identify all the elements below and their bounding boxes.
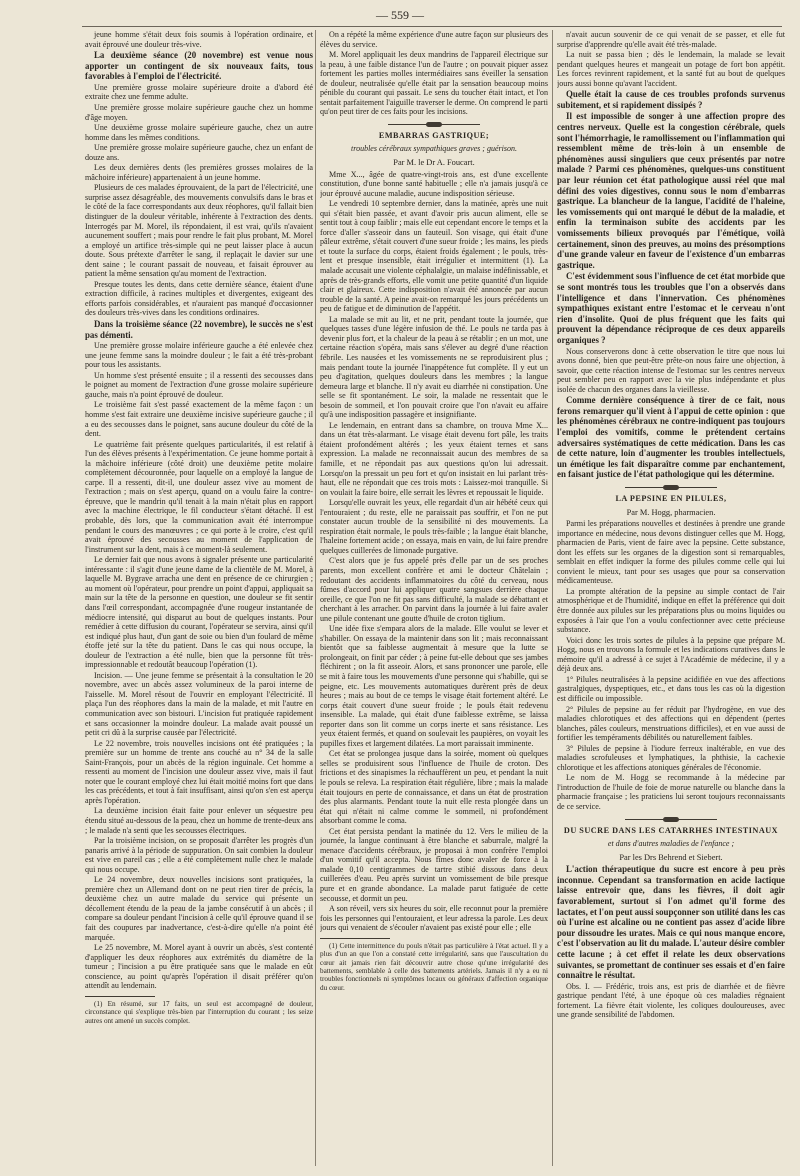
footnote: (1) En résumé, sur 17 faits, un seul est accompagné de douleur, circonstance qui s'explique très-bien par l'interruption du courant ; les seize autres ont amené un succès complet.: [85, 999, 313, 1025]
header-rule: [82, 26, 782, 27]
paragraph: Une première grosse molaire inférieure gauche a été enlevée chez une jeune femme sans la moindre douleur ; le fait a été très-probant pour tous les assistants.: [85, 341, 313, 370]
paragraph: 2° Pilules de pepsine au fer réduit par l'hydrogène, en vue des maladies chlorotiques et des affections qui en dépendent (pertes blanches, pâles couleurs, menstruations difficiles), et en vue aussi de fortifier les tempéraments débilités ou naturellement faibles.: [557, 704, 785, 743]
paragraph: Voici donc les trois sortes de pilules à la pepsine que prépare M. Hogg, nous en trouvons la formule et les indications curatives dans le mémoire qu'il a adressé à ce sujet à l'Académie de médecine, il y a déjà deux ans.: [557, 635, 785, 674]
article-author: Par M. le Dr A. Foucart.: [393, 158, 475, 168]
paragraph: Il est impossible de songer à une affection propre des centres nerveux. Quelle est la congestion cérébrale, quels sont l'hémorrhagie, le ramollissement ou l'inflammation qui ressemblent même de très-loin à un ensemble de phénomènes aussi singuliers que ceux présentés par notre malade ? Parmi ces phénomènes, quelques-uns constituent par leur réunion cet état pathologique aussi réel que mal défini des voies digestives, connu sous le nom d'embarras gastrique. La blancheur de la langue, l'acidité de l'haleine, les vomissements qui ont marqué le début de la maladie, et enfin la terminaison subite des accidents par les vomissements bilieux provoqués par l'émétique, voilà certainement, sinon des preuves, au moins des présomptions d'une grande valeur en faveur de l'existence d'un embarras gastrique.: [557, 111, 785, 270]
ornament-separator: [625, 485, 717, 490]
article-title: DU SUCRE DANS LES CATARRHES INTESTINAUX: [563, 825, 779, 835]
article-subtitle: et dans d'autres maladies de l'enfance ;: [607, 839, 735, 849]
paragraph: Une première grosse molaire supérieure gauche, chez un enfant de douze ans.: [85, 143, 313, 162]
paragraph: Plusieurs de ces malades éprouvaient, de la part de l'électricité, une surprise assez désagréable, des mouvements convulsifs dans le bras et le côté de la face correspondants aux deux réophores, qu'il fallait bien distinguer de la douleur véritable, inhérente à l'extraction des dents. Interrogés par M. Morel, ils répondaient, il est vrai, qu'ils n'avaient aucunement souffert ; mais pour rendre le fait plus probant, M. Morel a employé un artifice très-simple qui ne peut laisser place à aucun doute. Sous prétexte d'arrêter le sang, il replaçait le davier sur une dent saine ; le courant passait de nouveau, et faisait éprouver au patient la même sensation qu'au moment de l'extraction.: [85, 183, 313, 279]
paragraph: Le 24 novembre, deux nouvelles incisions sont pratiquées, la première chez un Allemand dont on ne peut rien tirer de précis, la deuxième chez un autre malade du service qui présente un décollement étendu de la peau de la jambe consécutif à un abcès ; il compare sa douleur pendant l'incision à celle qu'il éprouve quand il se fait des coupures par inadvertance, c'est-à-dire qu'elle n'a point été marquée.: [85, 875, 313, 942]
paragraph: Dans la troisième séance (22 novembre), le succès ne s'est pas démenti.: [85, 319, 313, 340]
paragraph: Le vendredi 10 septembre dernier, dans la matinée, après une nuit qui s'était bien passée, et avant d'avoir pris aucun aliment, elle se sentit tout à coup faiblir ; mais elle eut cependant encore le temps et la force d'aller s'asseoir dans un fauteuil. Son visage, qui était d'une pâleur extrême, s'était couvert d'une sueur froide ; les mains, les pieds et toute la surface du corps, étaient froids également ; le pouls, très-lent et presque insensible, était irrégulier et intermittent (1). La malade accusait une violente céphalalgie, un malaise indéfinissable, et après de très-grands efforts, elle vomit une petite quantité d'un liquide clair et glaireux. Cette indisposition n'avait été annoncée par aucun trouble de la santé. A peine avait-on remarqué les jours précédents un peu de fatigue et de diminution de l'appétit.: [320, 199, 548, 314]
paragraph: Comme dernière conséquence à tirer de ce fait, nous ferons remarquer qu'il vient à l'appui de cette opinion : que les phénomènes cérébraux ne contre-indiquent pas toujours l'emploi des vomitifs, comme le prétendent certains adversaires systématiques de cette médication. Dans les cas de cette nature, loin d'augmenter les troubles intellectuels, un émétique les fait disparaître comme par enchantement, en faisant justice de l'état pathologique qui les détermine.: [557, 395, 785, 480]
paragraph: Presque toutes les dents, dans cette dernière séance, étaient d'une extraction difficile, à racines multiples et divergentes, exigeant des efforts parfois considérables, et n'auraient pas manqué d'occasionner des douleurs très-vives dans les conditions ordinaires.: [85, 279, 313, 318]
paragraph: Le 22 novembre, trois nouvelles incisions ont été pratiquées ; la première sur un homme de trente ans couché au n° 34 de la salle Saint-François, pour un abcès de la région inguinale. Cet homme a ressenti au moment de l'incision une douleur assez vive, mais il faut noter que le courant employé chez lui était moitié moins fort que dans les cas précédents, et tout à fait insuffisant, ainsi qu'on s'en est aperçu après l'opération.: [85, 738, 313, 805]
paragraph: Parmi les préparations nouvelles et destinées à prendre une grande importance en médecine, nous devons distinguer celles que M. Hogg, pharmacien de Paris, vient de faire avec la pepsine. Cette substance, dont les effets sur les organes de la digestion sont si remarquables, semblait en effet indiquer la forme des pilules comme celle qui lui convient le mieux, tant pour ses usages que pour sa conservation médicamenteuse.: [557, 519, 785, 586]
column-2: [320, 30, 548, 1166]
paragraph: Le troisième fait s'est passé exactement de la même façon : un homme s'est fait extraire une deuxième incisive supérieure gauche ; il a eu des secousses dans le poignet, sans aucune douleur du côté de la dent.: [85, 400, 313, 439]
paragraph: 3° Pilules de pepsine à l'iodure ferreux inaltérable, en vue des maladies scrofuleuses et lymphatiques, la phthisie, la cachexie chlorotique et les affections atoniques générales de l'économie.: [557, 743, 785, 772]
paragraph: La malade se mit au lit, et ne prit, pendant toute la journée, que quelques tasses d'une légère infusion de thé. Le pouls ne tarda pas à devenir plus fort, et la chaleur de la peau à se rétablir ; en un mot, une certaine réaction s'opéra, mais sans s'élever au degré d'une réaction fébrile. Les nausées et les vomissements ne se reproduisirent plus ; mais pendant toute la journée l'inappétence fut complète. Il y eut un peu d'agitation, quelques douleurs dans les membres ; la langue demeura large et blanche. Il n'y avait eu diarrhée ni constipation. Une selle se fit spontanément. Le soir, la malade ne ressentait que le besoin de sommeil, et l'on pouvait croire que l'on n'avait eu affaire qu'à une indisposition passagère et insignifiante.: [320, 314, 548, 420]
article-author: Par M. Hogg, pharmacien.: [626, 507, 716, 517]
article-title: EMBARRAS GASTRIQUE;: [378, 130, 490, 140]
paragraph: Un homme s'est présenté ensuite ; il a ressenti des secousses dans le poignet au moment de l'extraction d'une grosse molaire supérieure gauche, mais n'a point éprouvé de douleur.: [85, 370, 313, 399]
paragraph: Les deux dernières dents (les premières grosses molaires de la mâchoire inférieure) appartenaient à un jeune homme.: [85, 163, 313, 182]
paragraph: La nuit se passa bien ; dès le lendemain, la malade se levait pendant quelques heures et mangeait un potage de fort bon appétit. Les forces revinrent rapidement, et la santé fut au bout de quelques jours aussi bonne qu'avant l'accident.: [557, 50, 785, 88]
footnote-rule: [320, 938, 390, 939]
paragraph: Le nom de M. Hogg se recommande à la médecine par l'introduction de l'huile de foie de morue naturelle ou blanche dans la pharmacie française ; les praticiens lui seront toujours reconnaissants de ce service.: [557, 773, 785, 811]
column-3: [557, 30, 785, 1166]
paragraph: La prompte altération de la pepsine au simple contact de l'air atmosphérique et de l'humidité, indique en effet la préférence qui doit être donnée aux pilules sur les préparations plus ou moins liquides ou exposées à l'air que l'on a voulu confectionner avec cette précieuse substance.: [557, 586, 785, 635]
paragraph: M. Morel appliquait les deux mandrins de l'appareil électrique sur la peau, à une faible distance l'un de l'autre ; on pouvait piquer assez fortement les parties molles intermédiaires sans éveiller la sensation de douleur, neutralisée qu'elle était par la sensation beaucoup moins pénible du courant qui passait. Le sens du toucher était intact, et l'on sentait parfaitement l'aiguille traverser le derme. On comprend le parti qu'on peut tirer de ces faits pour les incisions.: [320, 50, 548, 117]
article-author: Par les Drs Behrend et Siebert.: [619, 852, 723, 862]
paragraph: Quelle était la cause de ces troubles profonds survenus subitement, et si rapidement dissipés ?: [557, 89, 785, 110]
paragraph: Une idée fixe s'empara alors de la malade. Elle voulut se lever et s'habiller. On essaya de la maintenir dans son lit ; mais reconnaissant bientôt que sa faiblesse augmentait à mesure que la lutte se prolongeait, on finit par céder ; à peine fut-elle debout que ses jambes fléchirent ; on la fit asseoir. Alors, et sans prononcer une parole, elle se mit à faire tous les mouvements d'une personne qui s'habille, qui se peigne, etc. Les mouvements automatiques durèrent près de deux heures ; mais au bout de ce temps le visage était fortement altéré. Le corps était couvert d'une sueur froide ; le pouls était redevenu insensible. La malade, qui était d'une faiblesse extrême, se laissa reporter dans son lit comme un corps inerte et sans résistance. Les yeux étaient fermés, et quand on soulevait les paupières, on voyait les pupilles fixes et largement dilatées. La mort paraissait imminente.: [320, 624, 548, 748]
paragraph: Mme X..., âgée de quatre-vingt-trois ans, est d'une excellente constitution, d'une bonne santé habituelle ; elle n'a jamais jusqu'à ce jour éprouvé aucune maladie, aucune indisposition sérieuse.: [320, 169, 548, 198]
paragraph: C'est alors que je fus appelé près d'elle par un de ses proches parents, mon excellent confrère et ami le docteur Châtelain ; redoutant des accidents inflammatoires du côté du cerveau, nous fûmes d'accord pour lui appliquer quatre sangsues derrière chaque oreille, ce que l'on ne fit pas sans difficulté, la malade se débattant et cherchant à les arracher. On parvint dans la journée à lui faire avaler une pilule contenant une goutte d'huile de croton tiglium.: [320, 556, 548, 623]
article-title: LA PEPSINE EN PILULES,: [615, 494, 727, 504]
column-divider: [552, 30, 553, 1166]
paragraph: On a répété la même expérience d'une autre façon sur plusieurs des élèves du service.: [320, 30, 548, 49]
paragraph: Incision. — Une jeune femme se présentait à la consultation le 20 novembre, avec un abcès assez volumineux de la paroi interne de l'aisselle. M. Morel résout de l'ouvrir en employant l'électricité. Il plaça l'un des réophores dans la main de la malade, et mit l'autre en communication avec son bistouri. L'incision fut pratiquée rapidement et sans occasionner la moindre douleur. La malade avait poussé un petit cri dû à la surprise causée par l'électricité.: [85, 670, 313, 738]
column-divider: [315, 30, 316, 1166]
footnote-rule: [85, 996, 155, 997]
page-number: — 559 —: [376, 8, 424, 22]
paragraph: Cet état persista pendant la matinée du 12. Vers le milieu de la journée, la langue continuant à être blanche et saburrale, malgré la menace d'accidents cérébraux, je proposai à mon confrère l'emploi d'un vomitif qu'il accepta. Nous fîmes donc avaler de force à la malade 0,10 centigrammes de tartre stibié dissous dans deux cuillerées d'eau. Peu après survint un vomissement de bile presque pure et en grande abondance. La malade parut fatiguée de cette secousse, et dormit un peu.: [320, 826, 548, 903]
paragraph: La deuxième séance (20 novembre) est venue nous apporter un contingent de six nouveaux faits, tous favorables à l'emploi de l'électricité.: [85, 50, 313, 82]
paragraph: Le lendemain, en entrant dans sa chambre, on trouva Mme X... dans un état très-alarmant. Le visage était devenu fort pâle, les traits étaient profondément altérés ; les yeux étaient ternes et sans expression. La malade ne reconnaissait aucun des membres de sa famille, et ne répondait pas aux questions qu'on lui adressait. Lorsqu'on la pressait un peu fort et qu'on insistait en lui parlant très-haut, elle ne répondait que ces trois mots : Laissez-moi tranquille. Si on voulait la faire boire, elle serrait les lèvres et repoussait le liquide.: [320, 420, 548, 497]
paragraph: Nous conserverons donc à cette observation le titre que nous lui avons donné, bien que peut-être prête-on nous faire une objection, à savoir, que cette réaction intense de l'estomac sur les centres nerveux peut sembler peu en rapport avec la vie plus indépendante et plus isolée de chacun des organes dans la vieillesse.: [557, 346, 785, 394]
column-1: [85, 30, 313, 1166]
paragraph: Le quatrième fait présente quelques particularités, il est relatif à l'un des élèves présents à l'expérimentation. Ce jeune homme portait à la mâchoire inférieure (côté droit) une deuxième petite molaire complètement découronnée, pour laquelle on a employé la langue de carpe. Il a ressenti, dit-il, une douleur assez vive au moment de l'extraction ; mais on s'est aperçu, quand on a voulu faire la contre-épreuve, que le mandrin qu'il tenait à la main n'était plus en rapport avec la machine électrique, le fil conducteur s'étant détaché. Il est probable, dès lors, que la communication avait été interrompue pendant le cours des manœuvres ; ce qui porte à le croire, c'est qu'il avait éprouvé des secousses au moment de l'application de l'instrument sur la dent, mais à ce moment-là seulement.: [85, 439, 313, 554]
paragraph: A son réveil, vers six heures du soir, elle reconnut pour la première fois les personnes qui l'entouraient, et leur adressa la parole. Les deux jours qui venaient de s'écouler n'avaient pas existé pour elle ; elle: [320, 904, 548, 933]
paragraph: n'avait aucun souvenir de ce qui venait de se passer, et elle fut surprise d'apprendre qu'elle avait été très-malade.: [557, 30, 785, 49]
ornament-separator: [388, 122, 480, 127]
paragraph: C'est évidemment sous l'influence de cet état morbide que se sont montrés tous les troubles que l'on a observés dans l'intelligence et dans l'innervation. Ces phénomènes sympathiques existant entre l'estomac et le cerveau n'ont rien d'insolite. Quoi de plus fréquent que les faits qui prouvent la dépendance réciproque de ces deux appareils organiques ?: [557, 271, 785, 345]
paragraph: Obs. I. — Frédéric, trois ans, est pris de diarrhée et de fièvre gastrique pendant l'été, à une époque où ces maladies régnaient fortement. La fièvre était violente, les coliques douloureuses, avec une grande sensibilité de l'abdomen.: [557, 981, 785, 1020]
footnote: (1) Cette intermittence du pouls n'était pas particulière à l'état actuel. Il y a plus d'un an que l'on a constaté cette irrégularité, sans que l'auscultation du cœur ait jamais rien fait découvrir autre chose qu'une irrégularité des battements, semblable à celle des battements artériels. Jamais il n'y a eu ni troubles fonctionnels ni symptômes locaux ou généraux d'affection organique du cœur.: [320, 941, 548, 992]
paragraph: Une première grosse molaire supérieure gauche chez un homme d'âge moyen.: [85, 102, 313, 122]
paragraph: L'action thérapeutique du sucre est encore à peu près inconnue. Cependant sa transformation en acide lactique laisse entrevoir que, dans les fièvres, il doit agir favorablement, surtout si l'on admet qu'il forme des lactates, et l'on peut aussi soupçonner son utilité dans les cas où l'urine est alcaline ou ne contient pas assez d'acide libre pour dissoudre les urates. Mais ce qui nous manque encore, c'est l'observation au lit du malade. L'auteur désire combler cette lacune ; à cet effet il relate les deux observations suivantes, se promettant de continuer ses essais et d'en faire connaître le résultat.: [557, 864, 785, 981]
paragraph: Par la troisième incision, on se proposait d'arrêter les progrès d'un panaris arrivé à la période de suppuration. On sait combien la douleur est vive en pareil cas ; elle a été complètement nulle chez le malade qui nous occupe.: [85, 836, 313, 874]
paragraph: Le dernier fait que nous avons à signaler présente une particularité intéressante : il s'agit d'une jeune dame de la clientèle de M. Morel, à laquelle M. Bygrave arracha une dent en présence de ce chirurgien ; au moment où l'opérateur, pour prendre un point d'appui, appliquait sa main sur la tête de la personne en question, une douleur se fit sentir dans l'œil correspondant, accompagnée d'une rougeur instantanée de médiocre intensité, qui disparut au bout de quelques instants. Pour remédier à cette diffusion du courant, l'opérateur se servira, ainsi qu'il est indiqué plus haut, d'un gant de soie ou bien d'un foulard de même étoffe jeté sur la tête du patient. Dans le cas qui nous occupe, la douleur de l'extraction a été nulle, bien que la personne fût très-impressionnable et redoutât beaucoup l'opération (1).: [85, 555, 313, 670]
paragraph: Lorsqu'elle ouvrait les yeux, elle regardait d'un air hébété ceux qui l'entouraient ; du reste, elle ne paraissait pas souffrir, et l'on ne put constater aucun trouble de la sensibilité ni des mouvements. La respiration était normale, le pouls très-faible ; la langue était blanche, l'haleine fortement acide ; on essaya, mais en vain, de lui faire prendre quelques cuillerées de limonade purgative.: [320, 498, 548, 555]
paragraph: La deuxième incision était faite pour enlever un séquestre peu étendu situé au-dessous de la peau, chez un homme de trente-deux ans ; le malade n'a senti que les secousses électriques.: [85, 806, 313, 835]
paragraph: Le 25 novembre, M. Morel ayant à ouvrir un abcès, s'est contenté d'appliquer les deux réophores aux extrémités du diamètre de la tumeur ; l'incision a pu être pratiquée sans que le malade en eût conscience, au point qu'après l'opération il disait préférer qu'on attendît au lendemain.: [85, 943, 313, 991]
paragraph: Cet état se prolongea jusque dans la soirée, moment où quelques selles se produisirent sous l'influence de l'huile de croton. Des frictions et des sinapismes la réchauffèrent un peu, et pendant la nuit le pouls se releva. La respiration était régulière, libre ; mais la malade était toujours en perte de connaissance, et dans un état de prostration des plus alarmants. Pendant toute la nuit elle resta plongée dans un état qui n'était ni calme comme le sommeil, ni profondément absorbant comme le coma.: [320, 749, 548, 826]
ornament-separator: [625, 817, 717, 822]
paragraph: Une première grosse molaire supérieure droite a d'abord été extraite chez une femme adulte.: [85, 82, 313, 102]
paragraph: 1° Pilules neutralisées à la pepsine acidifiée en vue des affections gastralgiques, dyspeptiques, etc., et dans tous les cas où la digestion est difficile ou impossible.: [557, 674, 785, 703]
paragraph: jeune homme s'était deux fois soumis à l'opération ordinaire, et avait éprouvé une douleur très-vive.: [85, 30, 313, 49]
article-subtitle: troubles cérébraux sympathiques graves ; guérison.: [351, 144, 517, 154]
paragraph: Une deuxième grosse molaire supérieure gauche, chez un autre homme dans les mêmes conditions.: [85, 123, 313, 142]
